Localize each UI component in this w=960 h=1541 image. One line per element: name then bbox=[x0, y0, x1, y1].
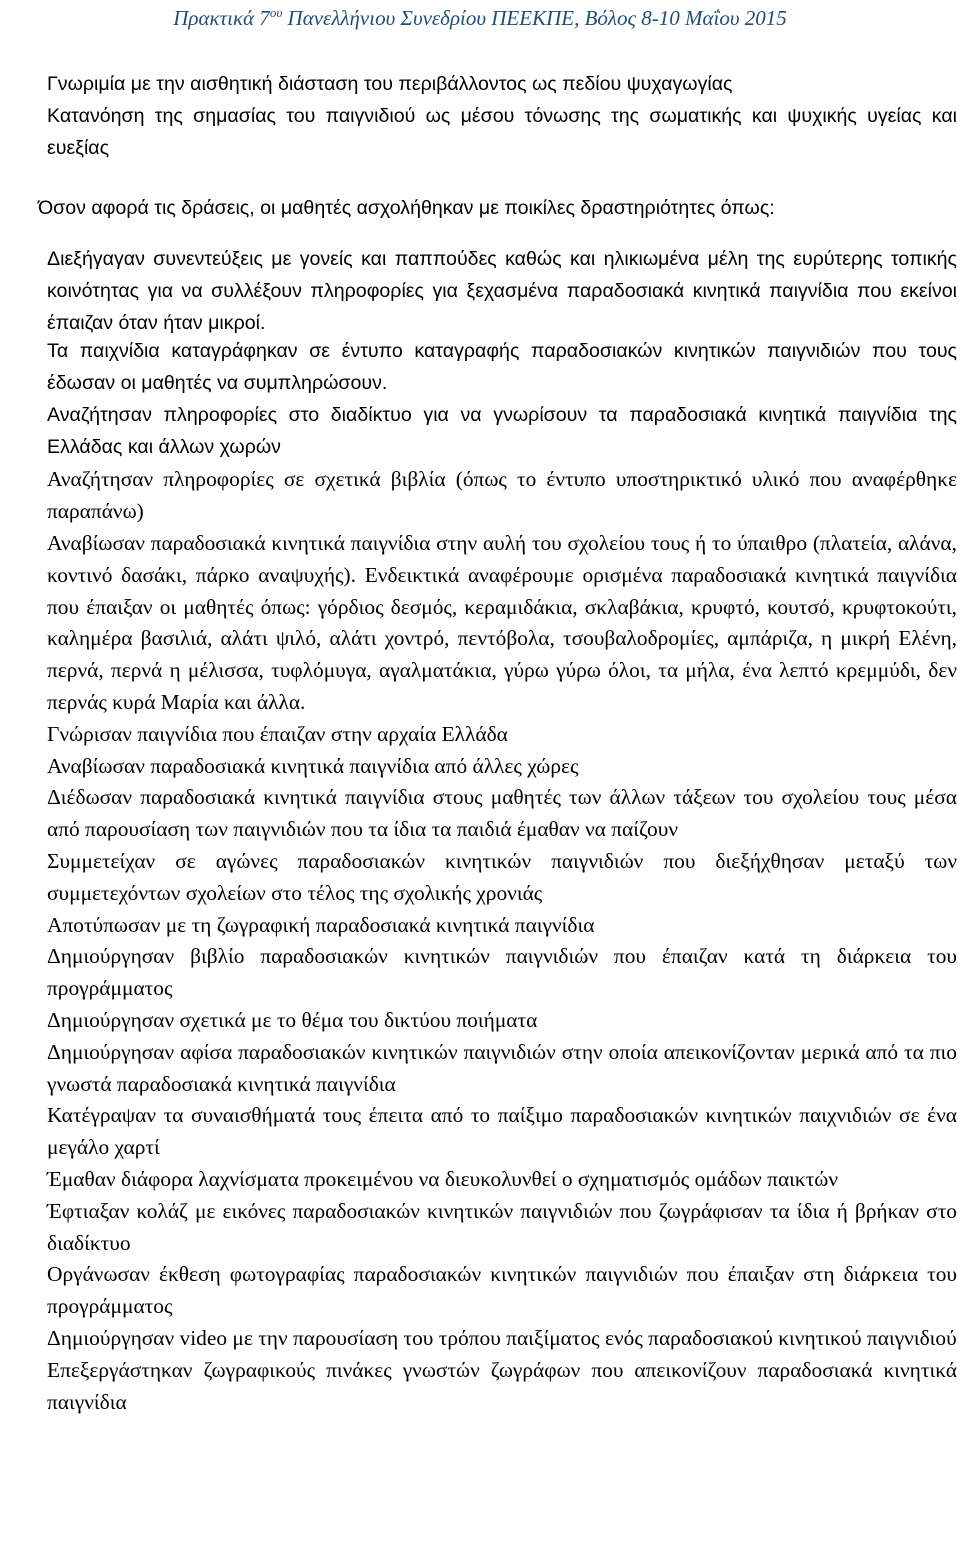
action-item: Τα παιχνίδια καταγράφηκαν σε έντυπο καταγραφής παραδοσιακών κινητικών παιγνιδιών που τους έδωσαν οι μαθητές να συμπληρώσουν. bbox=[47, 340, 957, 394]
header-rest: Πανελλήνιου Συνεδρίου ΠΕΕΚΠΕ, Βόλος 8-10 Μαΐου 2015 bbox=[282, 6, 787, 30]
action-item: Δημιούργησαν βιβλίο παραδοσιακών κινητικών παιγνιδιών που έπαιζαν κατά τη διάρκεια του προγράμματος bbox=[47, 944, 957, 1001]
action-item: Συμμετείχαν σε αγώνες παραδοσιακών κινητικών παιγνιδιών που διεξήχθησαν μεταξύ των συμμετεχόντων σχολείων στο τέλος της σχολικής χρονιάς bbox=[47, 848, 957, 905]
action-item: Δημιούργησαν σχετικά με το θέμα του δικτύου ποιήματα bbox=[47, 1007, 538, 1032]
action-item: Έμαθαν διάφορα λαχνίσματα προκειμένου να διευκολυνθεί ο σχηματισμός ομάδων παικτών bbox=[47, 1166, 839, 1191]
action-item: Αναζήτησαν πληροφορίες στο διαδίκτυο για να γνωρίσουν τα παραδοσιακά κινητικά παιγνίδια της Ελλάδας και άλλων χωρών bbox=[47, 404, 957, 458]
action-item: Διεξήγαγαν συνεντεύξεις με γονείς και παππούδες καθώς και ηλικιωμένα μέλη της ευρύτερης τοπικής κοινότητας για να συλλέξουν πληροφορίες για ξεχασμένα παραδοσιακά κινητικά παιγνίδια που εκείνοι έπαιζαν όταν ήταν μικροί. bbox=[47, 248, 957, 334]
action-item: Έφτιαξαν κολάζ με εικόνες παραδοσιακών κινητικών παιγνιδιών που ζωγράφισαν τα ίδια ή βρήκαν στο διαδίκτυο bbox=[47, 1198, 957, 1255]
action-item: Κατέγραψαν τα συναισθήματά τους έπειτα από το παίξιμο παραδοσιακών κινητικών παιχνιδιών σε ένα μεγάλο χαρτί bbox=[47, 1103, 957, 1160]
action-item: Αναζήτησαν πληροφορίες σε σχετικά βιβλία (όπως το έντυπο υποστηρικτικό υλικό που αναφέρθηκε παραπάνω) bbox=[47, 467, 957, 523]
page-header bbox=[0, 6, 960, 30]
action-item: Αποτύπωσαν με τη ζωγραφική παραδοσιακά κινητικά παιγνίδια bbox=[47, 912, 595, 937]
action-item: Διέδωσαν παραδοσιακά κινητικά παιγνίδια στους μαθητές των άλλων τάξεων του σχολείου τους μέσα από παρουσίαση των παιγνιδιών που τα ίδια τα παιδιά έμαθαν να παίζουν bbox=[47, 785, 957, 842]
header-superscript: ου bbox=[269, 5, 283, 20]
action-item: Δημιούργησαν video με την παρουσίαση του τρόπου παιξίματος ενός παραδοσιακού κινητικού παιγνιδιού bbox=[47, 1325, 957, 1350]
actions-intro: Όσον αφορά τις δράσεις, οι μαθητές ασχολήθηκαν με ποικίλες δραστηριότητες όπως: bbox=[38, 197, 775, 219]
goal-item: Κατανόηση της σημασίας του παιγνιδιού ως μέσου τόνωσης της σωματικής και ψυχικής υγείας και ευεξίας bbox=[47, 104, 957, 159]
action-item: Αναβίωσαν παραδοσιακά κινητικά παιγνίδια από άλλες χώρες bbox=[47, 753, 579, 778]
action-item: Γνώρισαν παιγνίδια που έπαιζαν στην αρχαία Ελλάδα bbox=[47, 721, 508, 746]
action-item: Οργάνωσαν έκθεση φωτογραφίας παραδοσιακών κινητικών παιγνιδιών που έπαιξαν στη διάρκεια του προγράμματος bbox=[47, 1262, 957, 1319]
action-item: Επεξεργάστηκαν ζωγραφικούς πινάκες γνωστών ζωγράφων που απεικονίζουν παραδοσιακά κινητικά παιγνίδια bbox=[47, 1357, 957, 1414]
header-prefix: Πρακτικά 7 bbox=[173, 6, 270, 30]
action-item: Δημιούργησαν αφίσα παραδοσιακών κινητικών παιγνιδιών στην οποία απεικονίζονταν μερικά από τα πιο γνωστά παραδοσιακά κινητικά παιγνίδια bbox=[47, 1039, 957, 1096]
action-item: Αναβίωσαν παραδοσιακά κινητικά παιγνίδια στην αυλή του σχολείου τους ή το ύπαιθρο (πλατεία, αλάνα, κοντινό δασάκι, πάρκο αναψυχής). Ενδεικτικά αναφέρουμε ορισμένα παραδοσιακά κινητικά παιγνίδια που έπαιξαν οι μαθητές όπως: γόρδιος δεσμός, κεραμιδάκια, σκλαβάκια, κρυφτό, κουτσό, κρυφτοκούτι, καλημέρα βασιλιά, αλάτι ψιλό, αλάτι χοντρό, πεντόβολα, τσουβαλοδρομίες, αμπάριζα, η μικρή Ελένη, περνά, περνά η μέλισσα, τυφλόμυγα, αγαλματάκια, γύρω γύρω όλοι, τα μήλα, ένα λεπτό κρεμμύδι, δεν περνάς κυρά Μαρία και άλλα. bbox=[47, 531, 957, 714]
actions-list bbox=[47, 528, 957, 1418]
goal-item: Γνωριμία με την αισθητική διάσταση του περιβάλλοντος ως πεδίου ψυχαγωγίας bbox=[47, 73, 733, 95]
goals-list bbox=[47, 69, 957, 164]
